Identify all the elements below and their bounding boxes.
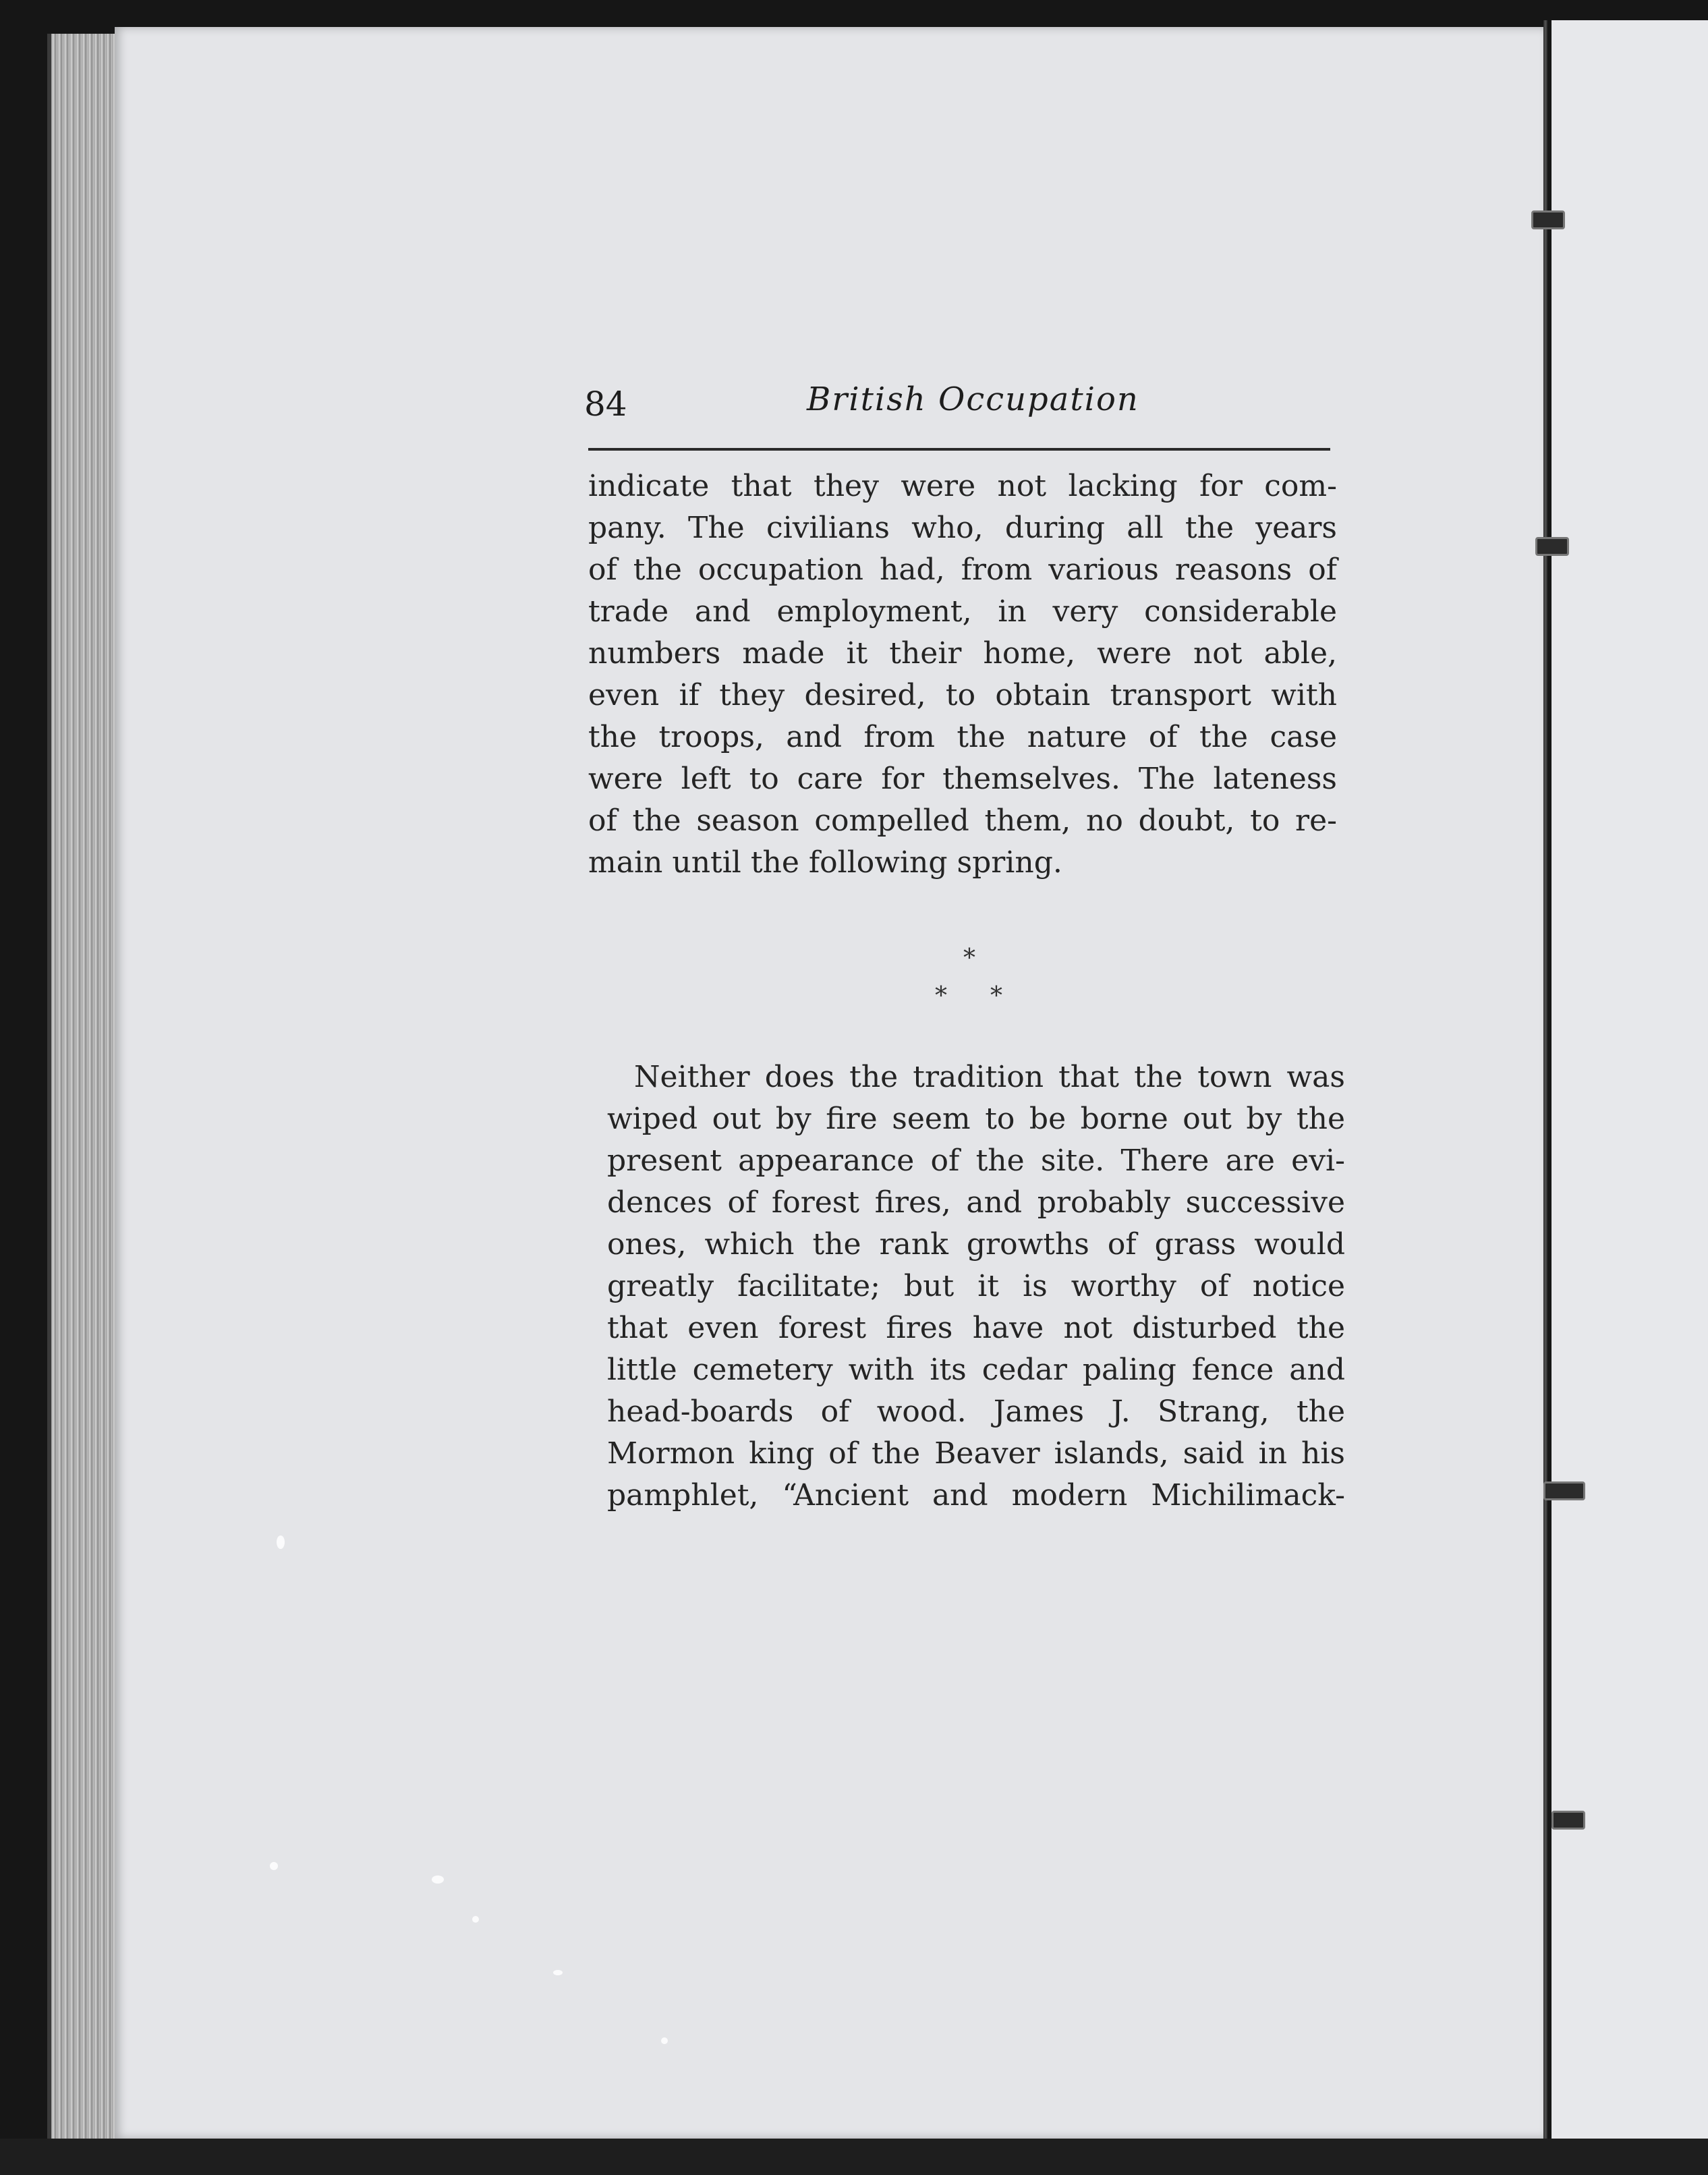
scan-bottom-edge [0,2139,1708,2175]
text-line: were left to care for themselves. The lateness [588,762,1337,796]
binding-gutter [1543,20,1547,2145]
dust-speck [277,1535,285,1549]
text-line: trade and employment, in very considerable [588,594,1337,629]
binding-stitch [1535,537,1569,556]
text-line: indicate that they were not lacking for com- [588,469,1337,503]
binding-stitch [1543,1481,1585,1500]
text-line: Mormon king of the Beaver islands, said in his [607,1436,1345,1471]
text-line: of the occupation had, from various reasons of [588,553,1337,587]
dust-speck [661,2037,668,2044]
text-line: main until the following spring. [588,845,1062,880]
dust-speck [270,1862,278,1870]
text-line: even if they desired, to obtain transport with [588,678,1337,712]
text-line: of the season compelled them, no doubt, to re- [588,803,1337,838]
running-head: British Occupation [807,380,1139,418]
text-line: numbers made it their home, were not able, [588,636,1337,671]
binding-stitch [1531,210,1565,229]
text-line: present appearance of the site. There are evi- [607,1143,1345,1178]
dust-speck [553,1970,563,1975]
page-number: 84 [584,385,627,424]
text-line: the troops, and from the nature of the case [588,720,1337,754]
text-line: that even forest fires have not disturbed the [607,1311,1345,1345]
text-line: little cemetery with its cedar paling fence and [607,1353,1345,1387]
text-line: ones, which the rank growths of grass would [607,1227,1345,1262]
asterisk: * [935,982,947,1010]
paragraph-1 [588,465,1337,884]
dust-speck [472,1916,479,1923]
text-line: wiped out by fire seem to be borne out by the [607,1102,1345,1136]
page-header [581,370,1332,437]
header-rule [588,448,1330,451]
text-line: dences of forest fires, and probably successive [607,1185,1345,1220]
asterisk: * [963,944,975,972]
paragraph-2 [607,1056,1345,1517]
dust-speck [432,1875,444,1884]
text-line: Neither does the tradition that the town was [634,1060,1345,1094]
text-line: head-boards of wood. James J. Strang, the [607,1394,1345,1429]
binding-stitch [1552,1811,1585,1830]
asterisk: * [990,982,1002,1010]
text-line: pamphlet, “Ancient and modern Michilimack- [607,1478,1345,1513]
text-line: greatly facilitate; but it is worthy of notice [607,1269,1345,1303]
text-line: pany. The civilians who, during all the years [588,511,1337,545]
section-break-asterism [924,944,1019,1010]
